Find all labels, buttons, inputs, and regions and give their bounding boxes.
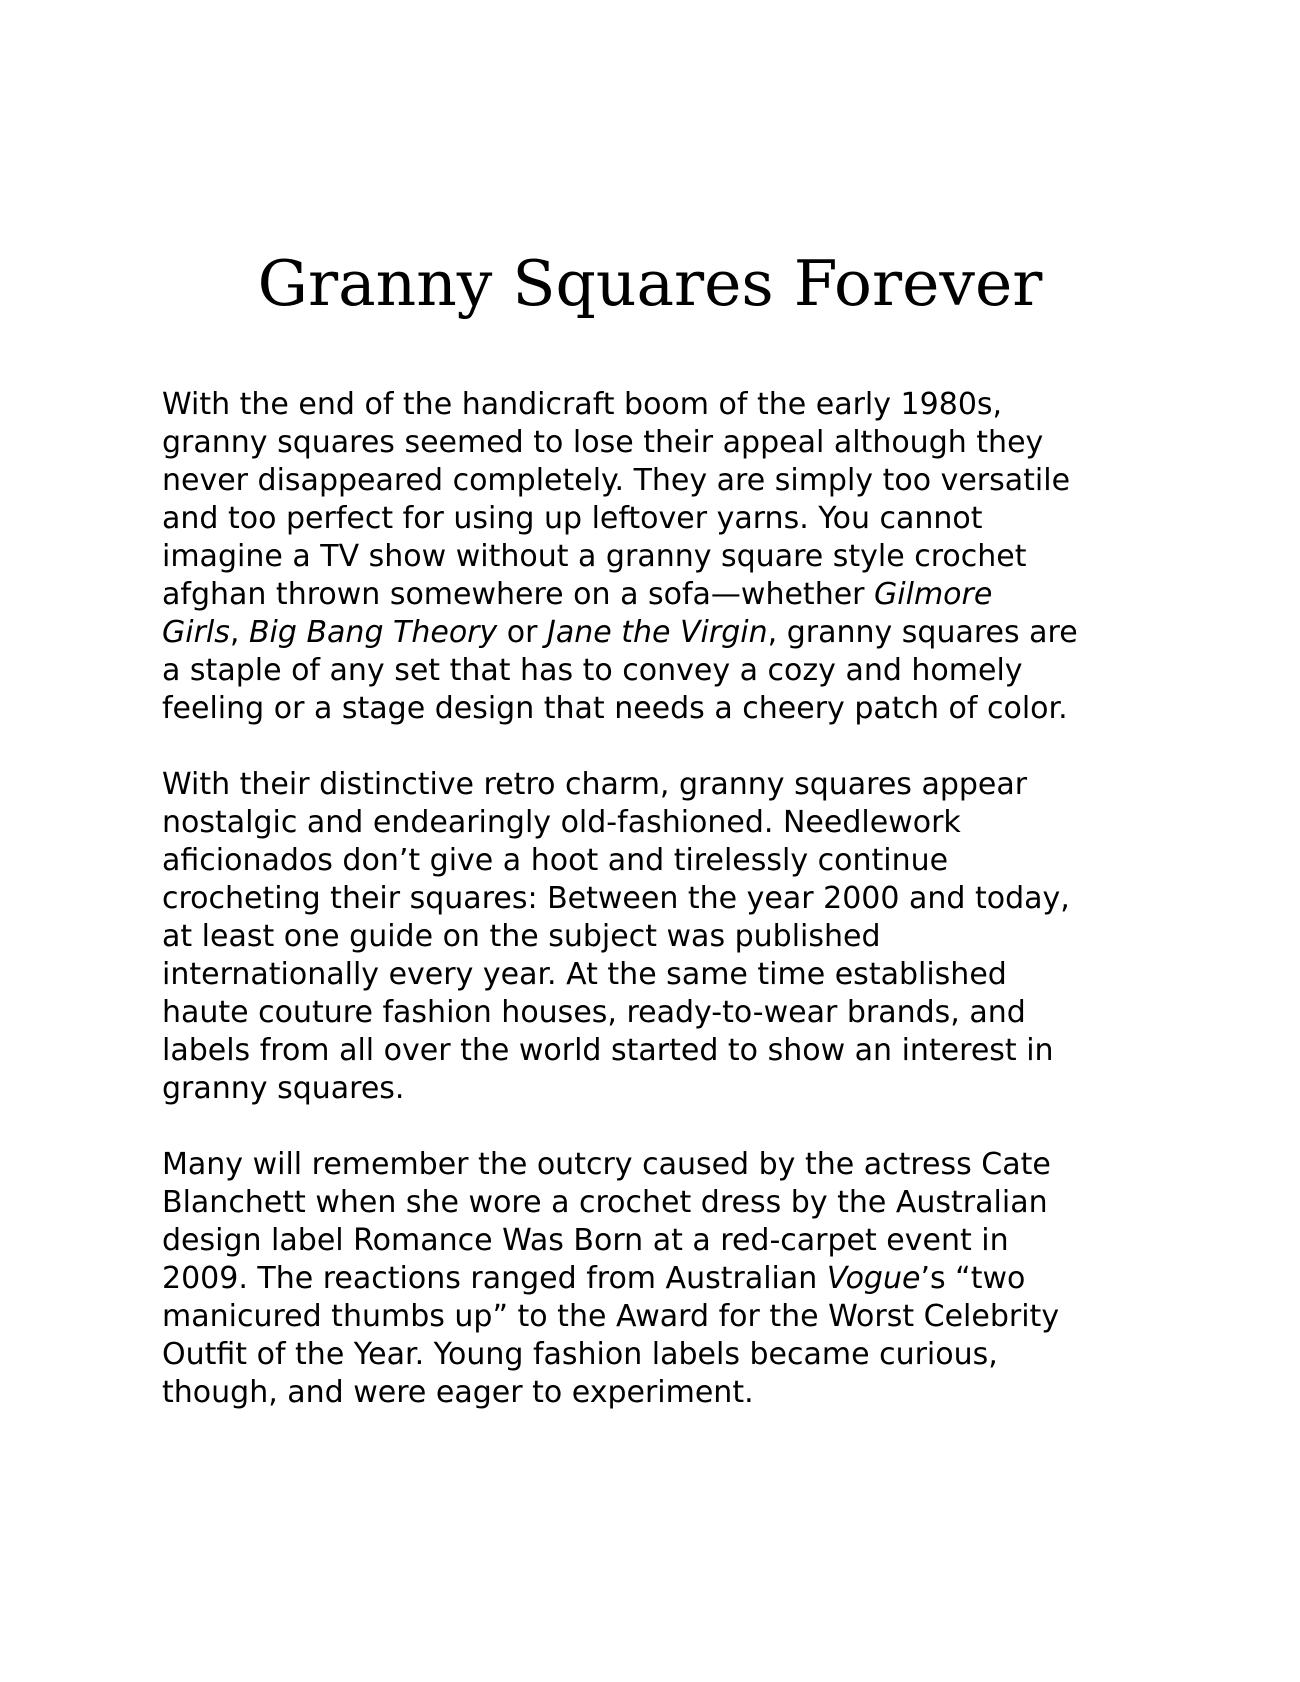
text-run: Outfit of the Year. Young fashion labels became curious, [162, 1337, 998, 1372]
text-line [162, 1222, 1162, 1260]
text-run: With the end of the handicraft boom of the early 1980s, [162, 387, 1003, 422]
text-line [162, 842, 1162, 880]
text-run: manicured thumbs up” to the Award for the Worst Celebrity [162, 1299, 1060, 1334]
text-line [162, 386, 1162, 424]
text-line [162, 1070, 1162, 1108]
text-run: nostalgic and endearingly old-fashioned. Needlework [162, 805, 961, 840]
text-line [162, 690, 1162, 728]
text-run: granny squares seemed to lose their appeal although they [162, 425, 1044, 460]
text-line [162, 538, 1162, 576]
paragraph-3 [162, 1146, 1162, 1412]
text-run: With their distinctive retro charm, granny squares appear [162, 767, 1028, 802]
text-line [162, 880, 1162, 918]
text-run: , granny squares are [767, 615, 1078, 650]
italic-text: Girls [162, 615, 230, 650]
paragraph-1 [162, 386, 1162, 728]
text-line [162, 804, 1162, 842]
text-line [162, 918, 1162, 956]
text-line [162, 1260, 1162, 1298]
text-run: feeling or a stage design that needs a cheery patch of color. [162, 691, 1068, 726]
text-line [162, 766, 1162, 804]
text-run: Blanchett when she wore a crochet dress by the Australian [162, 1185, 1048, 1220]
text-run: never disappeared completely. They are simply too versatile [162, 463, 1071, 498]
text-run: though, and were eager to experiment. [162, 1375, 754, 1410]
text-line [162, 1298, 1162, 1336]
text-run: a staple of any set that has to convey a cozy and homely [162, 653, 1023, 688]
text-run: Many will remember the outcry caused by the actress Cate [162, 1147, 1051, 1182]
text-run: , [229, 615, 249, 650]
text-line [162, 576, 1162, 614]
text-run: 2009. The reactions ranged from Australian [162, 1261, 827, 1296]
italic-text: Gilmore [874, 577, 993, 612]
text-line [162, 1032, 1162, 1070]
paragraph-2 [162, 766, 1162, 1108]
text-run: at least one guide on the subject was published [162, 919, 881, 954]
text-line [162, 614, 1162, 652]
text-run: granny squares. [162, 1071, 405, 1106]
italic-text: Jane the Virgin [547, 615, 768, 650]
text-line [162, 500, 1162, 538]
text-line [162, 1374, 1162, 1412]
text-run: internationally every year. At the same time established [162, 957, 1007, 992]
text-line [162, 1184, 1162, 1222]
text-line [162, 994, 1162, 1032]
document-title: Granny Squares Forever [257, 247, 1043, 320]
text-line [162, 956, 1162, 994]
italic-text: Big Bang Theory [248, 615, 498, 650]
text-line [162, 462, 1162, 500]
text-line [162, 652, 1162, 690]
text-run: crocheting their squares: Between the year 2000 and today, [162, 881, 1070, 916]
text-run: aficionados don’t give a hoot and tirelessly continue [162, 843, 949, 878]
text-run: or [497, 615, 548, 650]
text-run: afghan thrown somewhere on a sofa—whether [162, 577, 875, 612]
text-line [162, 1336, 1162, 1374]
text-line [162, 1146, 1162, 1184]
text-run: design label Romance Was Born at a red-carpet event in [162, 1223, 1009, 1258]
document-body [162, 386, 1162, 1450]
text-run: ’s “two [920, 1261, 1026, 1296]
italic-text: Vogue [826, 1261, 921, 1296]
text-run: labels from all over the world started to show an interest in [162, 1033, 1054, 1068]
text-line [162, 424, 1162, 462]
text-run: haute couture fashion houses, ready-to-wear brands, and [162, 995, 1026, 1030]
text-run: and too perfect for using up leftover yarns. You cannot [162, 501, 983, 536]
text-run: imagine a TV show without a granny square style crochet [162, 539, 1027, 574]
